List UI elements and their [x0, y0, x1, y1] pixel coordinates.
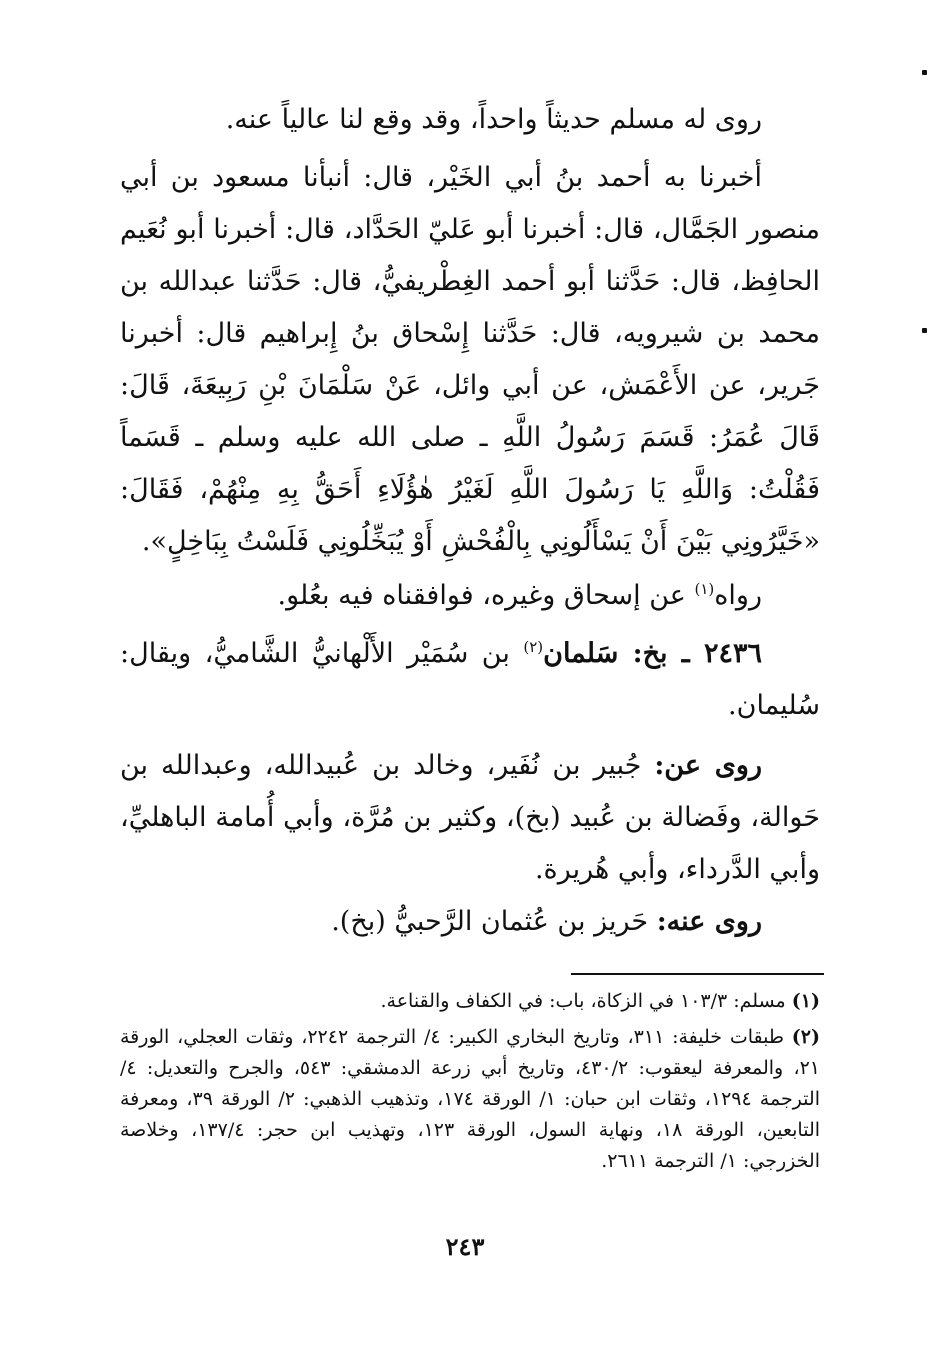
- margin-dot: [922, 70, 927, 75]
- paragraph-text: حَريز بن عُثمان الرَّحبيُّ (بخ).: [331, 906, 649, 937]
- footnote-number: (١): [791, 990, 820, 1012]
- paragraph-transmission: [120, 570, 820, 622]
- footnote-number: (٢): [791, 1026, 820, 1048]
- section-label: روى عنه:: [656, 906, 762, 937]
- paragraph-text: روى له مسلم حديثاً واحداً، وقد وقع لنا عالياً عنه.: [225, 104, 762, 135]
- footnote-text: طبقات خليفة: ٣١١، وتاريخ البخاري الكبير: ٤/ الترجمة ٢٢٤٢، وثقات العجلي، الورقة ٢١، والمعرفة ليعقوب: ٤٣٠/٢، وتاريخ أبي زرعة الدمشقي: ٥٤٣، والجرح والتعديل: ٤/ الترجمة ١٢٩٤، وثقات ابن حبان: ١/ الورقة ١٧٤، وتذهيب الذهبي: ٢/ الورقة ٣٩، ومعرفة التابعين، الورقة ١٨، ونهاية السول، الورقة ١٢٣، وتهذيب ابن حجر: ١٣٧/٤، وخلاصة الخزرجي: ١/ الترجمة ٢٦١١.: [120, 1026, 821, 1172]
- footnote-ref-1: (١): [694, 580, 715, 598]
- paragraph-narrated-from: [120, 740, 820, 896]
- paragraph-hadith-chain: [120, 152, 820, 568]
- paragraph-text: رواه: [714, 580, 762, 611]
- paragraph-text: عن إسحاق وغيره، فوافقناه فيه بعُلو.: [277, 580, 686, 611]
- margin-dot: [922, 328, 927, 333]
- page-number: ٢٤٣: [445, 1232, 485, 1261]
- footnote-divider: [571, 973, 824, 975]
- biography-entry-heading: [120, 628, 820, 732]
- entry-number-title: ٢٤٣٦ ـ بخ: سَلمان: [543, 638, 762, 669]
- paragraph-text: جُبير بن نُفَير، وخالد بن عُبيدالله، وعبدالله بن حَوالة، وفَضالة بن عُبيد (بخ)، وكثير بن مُرَّة، وأبي أُمامة الباهليِّ، وأبي الدَّرداء، وأبي هُريرة.: [120, 750, 820, 885]
- footnote-2: [120, 1022, 820, 1177]
- footnote-text: مسلم: ١٠٣/٣ في الزكاة، باب: في الكفاف والقناعة.: [380, 990, 786, 1012]
- entry-name-text: بن سُمَيْر الأَلْهانيُّ الشَّاميُّ، ويقال: سُليمان.: [120, 638, 820, 721]
- paragraph-narration-note: [120, 94, 820, 146]
- section-label: روى عن:: [654, 750, 762, 781]
- footnote-1: [120, 986, 820, 1017]
- footnote-ref-2: (٢): [523, 638, 544, 656]
- paragraph-narrated-by: [120, 896, 820, 948]
- paragraph-text: أخبرنا به أحمد بنُ أبي الخَيْر، قال: أنبأنا مسعود بن أبي منصور الجَمَّال، قال: أخبرنا أبو عَليّ الحَدَّاد، قال: أخبرنا أبو نُعَيم الحافِظ، قال: حَدَّثنا أبو أحمد الغِطْريفيُّ، قال: حَدَّثنا عبدالله بن محمد بن شيرويه، قال: حَدَّثنا إِسْحاق بنُ إِبراهيم قال: أخبرنا جَرير، عن الأَعْمَش، عن أبي وائل، عَنْ سَلْمَانَ بْنِ رَبِيعَةَ، قَالَ: قَالَ عُمَرُ: قَسَمَ رَسُولُ اللَّهِ ـ صلى الله عليه وسلم ـ قَسَماً فَقُلْتُ: وَاللَّهِ يَا رَسُولَ اللَّهِ لَغَيْرُ هٰؤُلَاءِ أَحَقُّ بِهِ مِنْهُمْ، فَقَالَ: «خَيَّرُونِي بَيْنَ أَنْ يَسْأَلُونِي بِالْفُحْشِ أَوْ يُبَخِّلُونِي فَلَسْتُ بِبَاخِلٍ».: [120, 162, 820, 557]
